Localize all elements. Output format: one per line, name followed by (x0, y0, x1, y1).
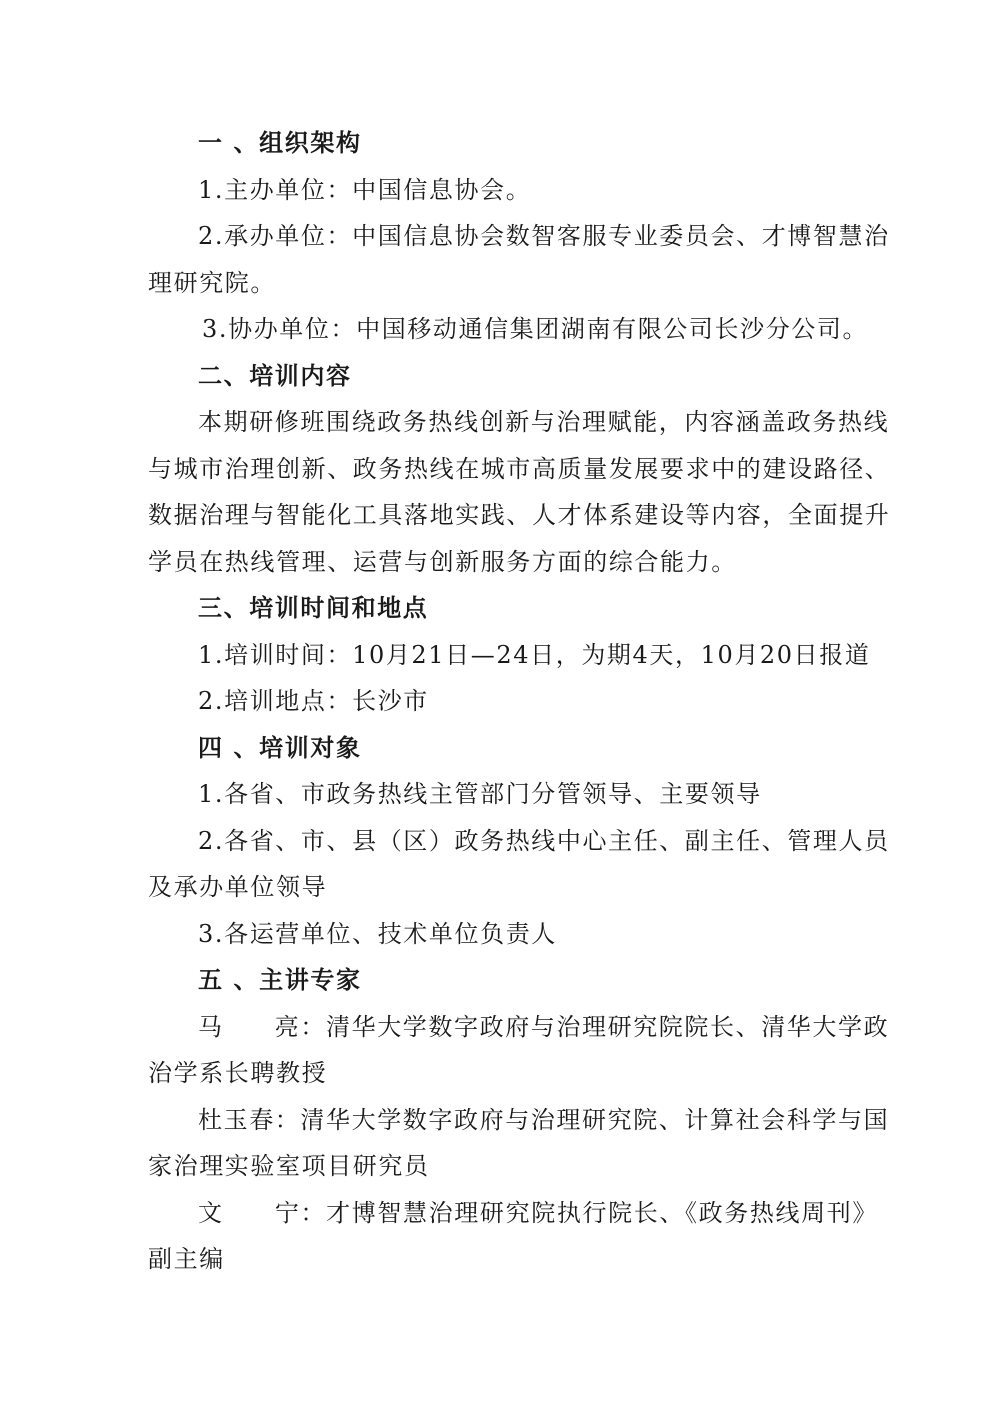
content-paragraph-line: 学员在热线管理、运营与创新服务方面的综合能力。 (148, 547, 737, 576)
audience-line: 2.各省、市、县（区）政务热线中心主任、副主任、管理人员 (198, 826, 890, 855)
section-heading-content: 二、培训内容 (198, 361, 352, 390)
host-line-continued: 理研究院。 (148, 268, 276, 297)
section-heading-organization: 一 、组织架构 (198, 129, 362, 157)
document-body (148, 120, 891, 1283)
content-paragraph-line: 本期研修班围绕政务热线创新与治理赋能，内容涵盖政务热线 (198, 408, 890, 436)
host-line: 2.承办单位：中国信息协会数智客服专业委员会、才博智慧治 (198, 222, 890, 250)
section-heading-experts: 五 、主讲专家 (198, 966, 362, 994)
organizer-line: 1.主办单位：中国信息协会。 (198, 175, 532, 204)
audience-line-continued: 及承办单位领导 (148, 873, 328, 901)
audience-line: 3.各运营单位、技术单位负责人 (198, 919, 557, 948)
expert-line: 文 宁：才博智慧治理研究院执行院长、《政务热线周刊》 (198, 1198, 878, 1227)
content-paragraph-line: 与城市治理创新、政务热线在城市高质量发展要求中的建设路径、 (148, 454, 891, 483)
top-edge-scan-artifact (180, 0, 920, 8)
training-place-line: 2.培训地点：长沙市 (198, 687, 429, 715)
expert-line: 杜玉春：清华大学数字政府与治理研究院、计算社会科学与国 (198, 1105, 890, 1134)
expert-line: 马 亮：清华大学数字政府与治理研究院院长、清华大学政 (198, 1012, 890, 1041)
expert-line-continued: 副主编 (148, 1245, 225, 1273)
expert-line-continued: 家治理实验室项目研究员 (148, 1152, 430, 1180)
section-heading-time-place: 三、培训时间和地点 (198, 594, 429, 622)
co-organizer-line: 3.协办单位：中国移动通信集团湖南有限公司长沙分公司。 (202, 315, 869, 343)
training-time-line: 1.培训时间：10月21日—24日，为期4天，10月20日报道 (198, 640, 871, 669)
section-heading-audience: 四 、培训对象 (198, 733, 362, 762)
audience-line: 1.各省、市政务热线主管部门分管领导、主要领导 (198, 780, 762, 808)
expert-line-continued: 治学系长聘教授 (148, 1059, 328, 1087)
content-paragraph-line: 数据治理与智能化工具落地实践、人才体系建设等内容，全面提升 (148, 501, 891, 529)
